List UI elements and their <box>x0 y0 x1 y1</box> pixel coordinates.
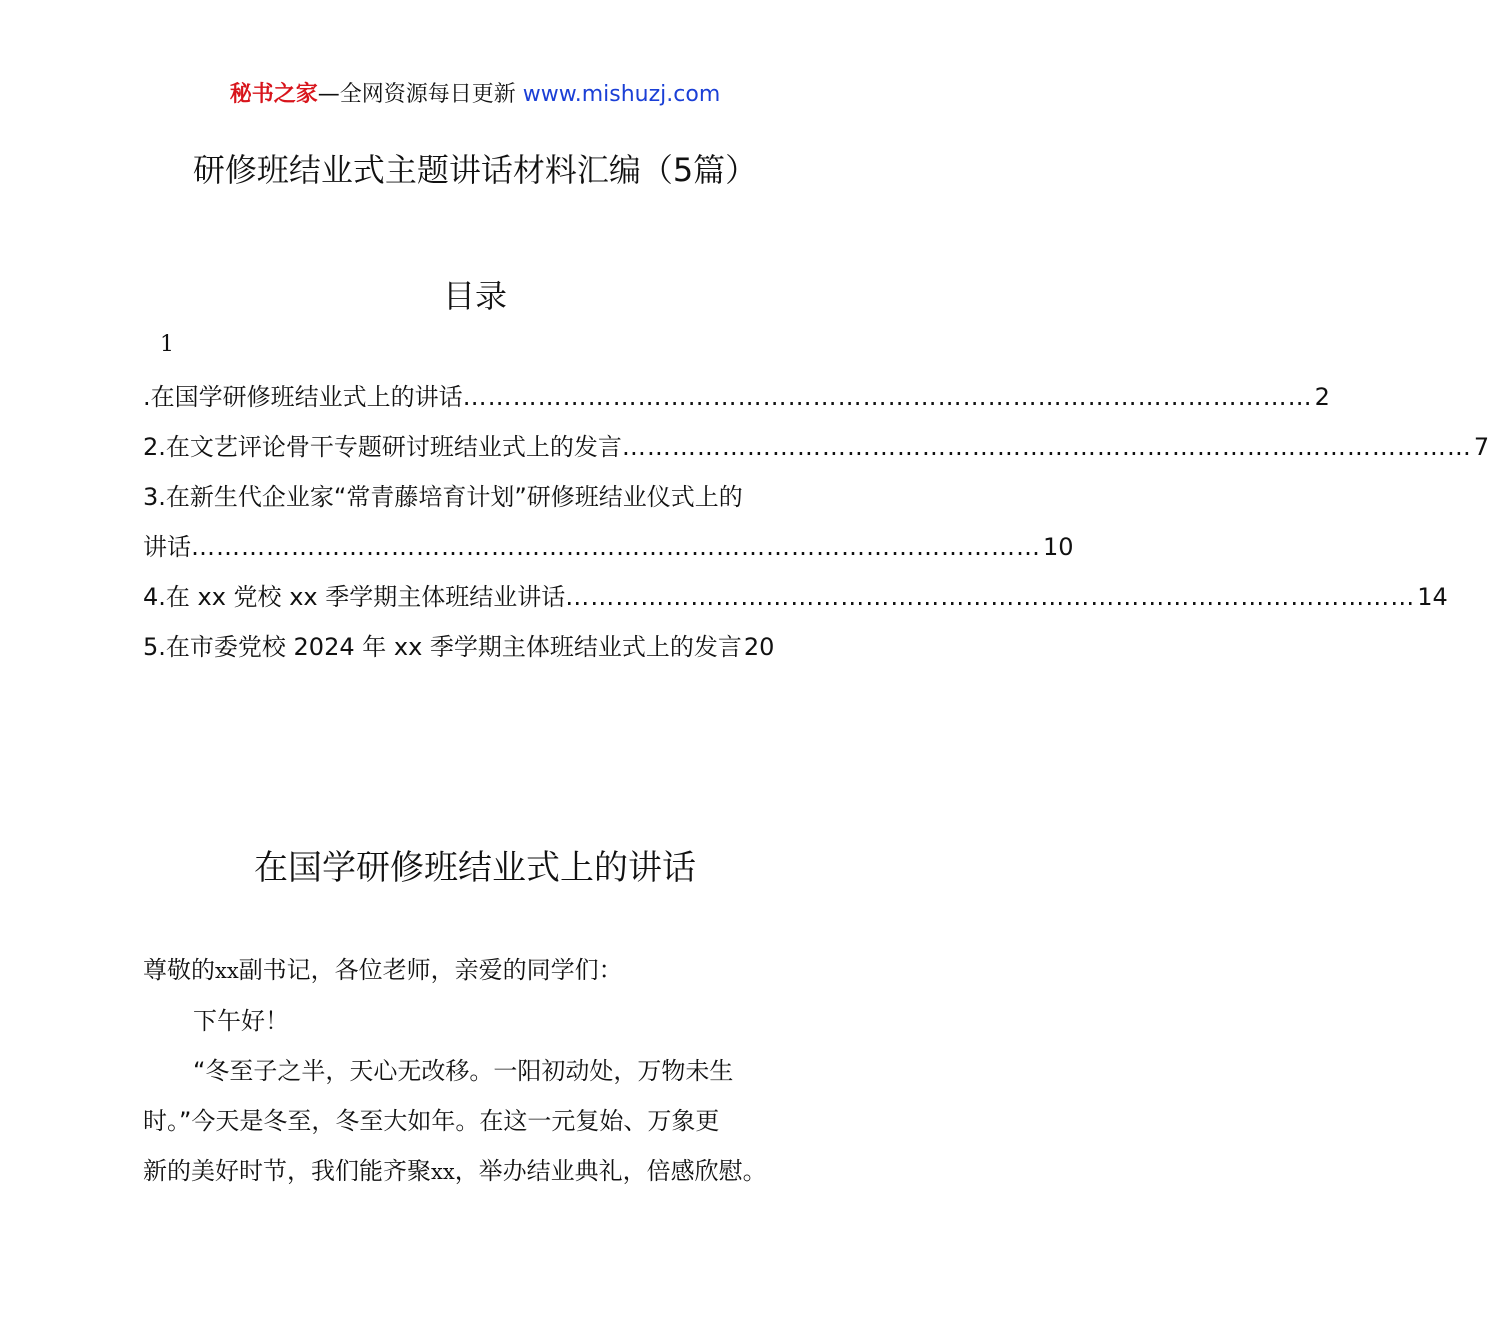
para1-line2: 时。”今天是冬至，冬至大如年。在这一元复始、万象更 <box>143 1107 720 1135</box>
toc-entry-3[interactable] <box>143 472 807 522</box>
speech-body <box>143 945 823 1197</box>
para1-line1: “冬至子之半，天心无改移。一阳初动处，万物未生 <box>193 1057 734 1085</box>
toc-entry-1[interactable] <box>143 372 1330 422</box>
toc-leader: ………………………………………………………………………………………… <box>621 433 1472 461</box>
toc-entry-3-continued[interactable] <box>143 522 1074 572</box>
banner-tagline: —全网资源每日更新 <box>317 82 516 107</box>
toc-entry-2[interactable] <box>143 422 1489 472</box>
toc-entry-page: 10 <box>1043 533 1074 561</box>
para1-line3-end: ，举办结业典礼，倍感欣慰。 <box>454 1157 767 1185</box>
salutation-end: 副书记，各位老师，亲爱的同学们： <box>238 956 623 984</box>
brand-name: 秘书之家 <box>229 82 318 107</box>
toc-entry-text: 2.在文艺评论骨干专题研讨班结业式上的发言 <box>143 433 622 461</box>
table-of-contents <box>143 372 1489 672</box>
section-title: 在国学研修班结业式上的讲话 <box>254 848 696 888</box>
toc-leader: ………………………………………………………………………………………… <box>191 533 1041 561</box>
toc-entry-page: 20 <box>743 633 775 661</box>
para1-line3 <box>143 1146 823 1197</box>
toc-first-number: 1 <box>160 332 174 357</box>
toc-entry-text: 讲话 <box>143 533 191 561</box>
toc-entry-text: .在国学研修班结业式上的讲话 <box>143 383 463 411</box>
site-url-link[interactable]: www.mishuzj.com <box>522 82 721 107</box>
document-title: 研修班结业式主题讲话材料汇编（5篇） <box>192 151 758 189</box>
para1-line3-start: 新的美好时节，我们能齐聚 <box>143 1157 431 1185</box>
salutation <box>143 945 823 996</box>
para1-line3-xx: xx <box>431 1160 455 1184</box>
salutation-xx: xx <box>215 959 239 983</box>
greeting: 下午好！ <box>193 1007 289 1035</box>
toc-entry-page: 14 <box>1417 583 1448 611</box>
toc-heading: 目录 <box>442 277 507 315</box>
toc-leader: ………………………………………………………………………………………… <box>565 583 1416 611</box>
site-banner <box>0 80 950 110</box>
toc-entry-text: 4.在 xx 党校 xx 季学期主体班结业讲话 <box>143 583 566 611</box>
toc-entry-page: 7 <box>1473 433 1489 461</box>
toc-entry-page: 2 <box>1314 383 1330 411</box>
toc-entry-4[interactable] <box>143 572 1448 622</box>
toc-leader: ………………………………………………………………………………………… <box>462 383 1313 411</box>
salutation-start: 尊敬的 <box>143 956 215 984</box>
toc-entry-5[interactable] <box>143 622 807 672</box>
toc-entry-text: 5.在市委党校 2024 年 xx 季学期主体班结业式上的发言 <box>143 633 742 661</box>
toc-entry-text: 3.在新生代企业家“常青藤培育计划”研修班结业仪式上的 <box>143 483 743 511</box>
